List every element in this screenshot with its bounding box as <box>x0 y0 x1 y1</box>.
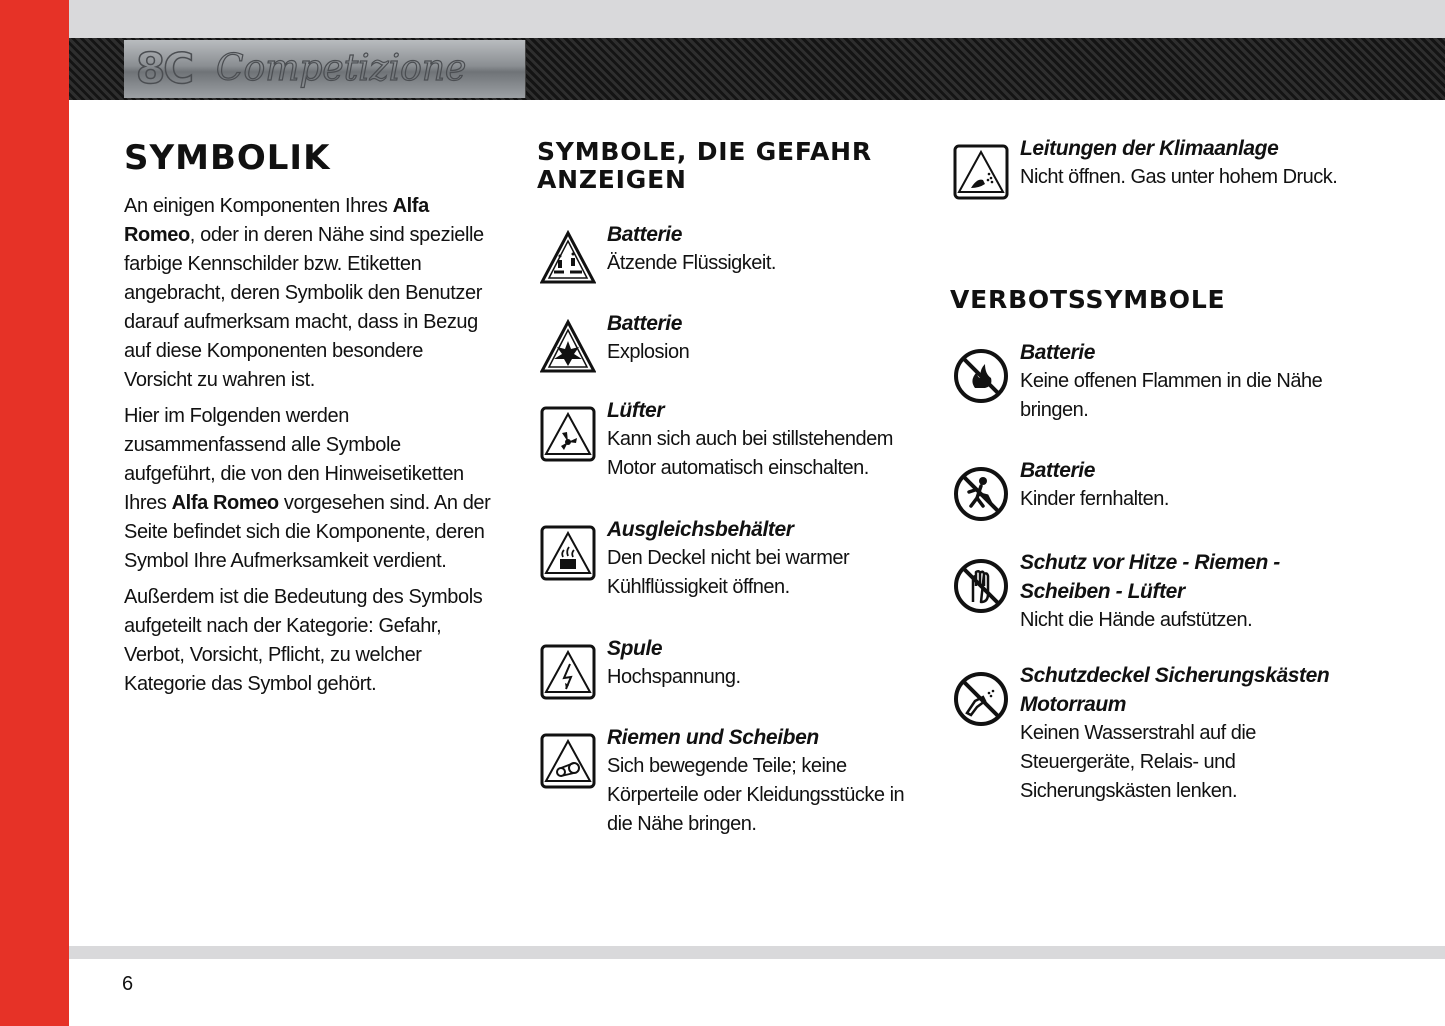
logo-name-text: Competizione <box>216 48 467 89</box>
item-description: Hochspannung. <box>607 666 741 688</box>
no-water-jet-icon <box>953 671 1009 727</box>
right-column <box>950 138 1350 938</box>
item-description: Ätzende Flüssigkeit. <box>607 252 776 274</box>
item-title: Spule <box>607 637 663 660</box>
model-logo <box>124 40 526 98</box>
item-title: Riemen und Scheiben <box>607 726 819 749</box>
item-description: Sich bewegende Teile; keine Körperteile oder Kleidungsstücke in die Nähe bringen. <box>607 755 905 835</box>
page-number: 6 <box>122 973 134 995</box>
page-title: SYMBOLIK <box>124 138 331 178</box>
danger-symbols-column <box>537 138 917 938</box>
item-title: Leitungen der Klimaanlage <box>1020 137 1279 160</box>
intro-paragraph-1: An einigen Komponenten Ihres Alfa Romeo, oder in deren Nähe sind spezielle farbige Kennschilder bzw. Etiketten angebracht, deren Symbolik den Benutzer darauf aufmerksam macht, dass in Bezug auf diese Komponenten besondere Vorsicht zu wahren ist. <box>124 195 484 391</box>
bottom-gray-band <box>69 946 1445 959</box>
item-description: Den Deckel nicht bei warmer Kühlflüssigkeit öffnen. <box>607 547 850 598</box>
item-title: Ausgleichsbehälter <box>607 518 794 541</box>
item-description: Nicht öffnen. Gas unter hohem Druck. <box>1020 166 1338 188</box>
item-title: Batterie <box>1020 341 1095 364</box>
item-title: Schutz vor Hitze - Riemen - Scheiben - Lüfter <box>1020 551 1280 603</box>
intro-paragraph-3: Außerdem ist die Bedeutung des Symbols aufgeteilt nach der Kategorie: Gefahr, Verbot, Vorsicht, Pflicht, zu welcher Kategorie das Symbol gehört. <box>124 586 483 695</box>
item-title: Batterie <box>607 223 682 246</box>
item-description: Nicht die Hände aufstützen. <box>1020 609 1253 631</box>
item-description: Explosion <box>607 341 690 363</box>
ac-pressure-warning-icon <box>953 144 1009 200</box>
prohibition-section-title: VERBOTSSYMBOLE <box>950 285 1226 314</box>
danger-section-title: SYMBOLE, DIE GEFAHR ANZEIGEN <box>537 137 872 194</box>
intro-column <box>124 138 494 706</box>
item-description: Kann sich auch bei stillstehendem Motor automatisch einschalten. <box>607 428 893 479</box>
top-gray-band <box>69 0 1445 38</box>
item-title: Batterie <box>1020 459 1095 482</box>
logo-8c-text: 8C <box>136 44 193 93</box>
item-title: Batterie <box>607 312 682 335</box>
fan-warning-icon <box>540 406 596 462</box>
high-voltage-warning-icon <box>540 644 596 700</box>
item-description: Keine offenen Flammen in die Nähe bringen. <box>1020 370 1323 421</box>
belt-pulley-warning-icon <box>540 733 596 789</box>
item-title: Schutzdeckel Sicherungskästen Motorraum <box>1020 664 1330 716</box>
item-description: Keinen Wasserstrahl auf die Steuergeräte, Relais- und Sicherungskästen lenken. <box>1020 722 1256 802</box>
item-description: Kinder fernhalten. <box>1020 488 1169 510</box>
item-title: Lüfter <box>607 399 665 422</box>
intro-paragraph-2: Hier im Folgenden werden zusammenfassend alle Symbole aufgeführt, die von den Hinweisetiketten Ihres Alfa Romeo vorgesehen sind. An der Seite befindet sich die Komponente, deren Symbol Ihre Aufmerksamkeit verdient. <box>124 405 491 572</box>
corrosive-warning-icon <box>540 230 596 286</box>
keep-children-away-icon <box>953 466 1009 522</box>
explosion-warning-icon <box>540 319 596 375</box>
hot-coolant-warning-icon <box>540 525 596 581</box>
no-hands-icon <box>953 558 1009 614</box>
intro-text <box>124 192 494 699</box>
red-side-strip <box>0 0 69 1026</box>
no-open-flame-icon <box>953 348 1009 404</box>
